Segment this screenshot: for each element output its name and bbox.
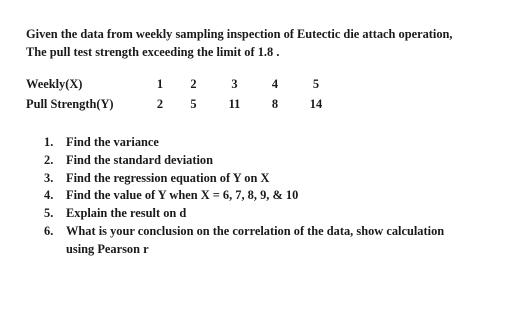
table-row-pull-strength bbox=[26, 94, 339, 114]
question-number: 2. bbox=[44, 152, 54, 167]
question-number: 1. bbox=[44, 135, 54, 149]
question-number: 4. bbox=[44, 188, 54, 203]
intro-line-2: The pull test strength exceeding the limit of 1.8 . bbox=[26, 44, 280, 59]
question-text: Find the standard deviation bbox=[66, 152, 213, 167]
table-cell: 5 bbox=[312, 77, 320, 91]
question-text-continuation: using Pearson r bbox=[66, 241, 149, 256]
question-number: 6. bbox=[44, 223, 54, 238]
row-label-weekly: Weekly(X) bbox=[26, 77, 83, 91]
problem-intro bbox=[26, 26, 516, 61]
question-item bbox=[44, 205, 444, 223]
question-text: What is your conclusion on the correlation of the data, show calculation bbox=[66, 223, 445, 238]
question-text: Explain the result on d bbox=[66, 206, 187, 221]
question-list bbox=[44, 134, 444, 259]
intro-line-1: Given the data from weekly sampling inspection of Eutectic die attach operation, bbox=[26, 27, 453, 41]
table-cell: 8 bbox=[271, 97, 279, 111]
table-cell: 2 bbox=[156, 97, 164, 111]
table-cell: 1 bbox=[156, 77, 164, 91]
data-table bbox=[26, 74, 339, 114]
question-item bbox=[44, 152, 444, 170]
question-text: Find the value of Y when X = 6, 7, 8, 9, & 10 bbox=[66, 188, 299, 203]
row-label-pull-strength: Pull Strength(Y) bbox=[26, 97, 114, 111]
question-text: Find the regression equation of Y on X bbox=[66, 170, 270, 185]
table-cell: 11 bbox=[228, 97, 241, 111]
question-item bbox=[44, 187, 444, 205]
question-number: 5. bbox=[44, 206, 54, 221]
question-item bbox=[44, 223, 444, 259]
question-item bbox=[44, 134, 444, 152]
table-cell: 2 bbox=[190, 77, 197, 91]
table-cell: 5 bbox=[190, 97, 197, 111]
question-item bbox=[44, 170, 444, 188]
table-cell: 14 bbox=[309, 97, 323, 111]
question-number: 3. bbox=[44, 170, 54, 185]
table-cell: 4 bbox=[271, 77, 279, 91]
question-text: Find the variance bbox=[66, 135, 159, 149]
table-row-weekly bbox=[26, 74, 339, 94]
table-cell: 3 bbox=[231, 77, 238, 91]
